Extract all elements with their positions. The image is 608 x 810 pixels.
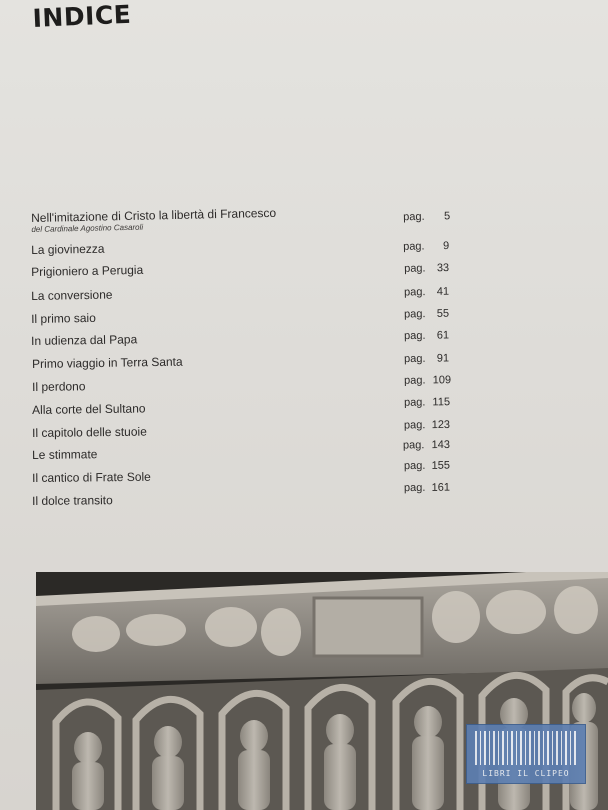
page-label: pag. [403, 352, 426, 366]
page-number: 123 [431, 418, 451, 432]
page-number: 5 [443, 210, 451, 223]
page-number: 161 [431, 481, 451, 494]
entry-title: Le stimmate [32, 447, 98, 462]
entry-title: Il capitolo delle stuoie [32, 424, 147, 440]
page-title: INDICE [32, 0, 132, 33]
page-number: 109 [432, 374, 452, 387]
page-label: pag. [403, 308, 426, 321]
entry-title: Il dolce transito [32, 493, 113, 508]
page-label: pag. [402, 439, 425, 452]
page-number: 91 [436, 352, 450, 365]
entry-title: Il primo saio [31, 310, 96, 326]
page-label: pag. [404, 262, 426, 275]
entry-title: Primo viaggio in Terra Santa [32, 354, 183, 371]
entry-title: La giovinezza [31, 241, 105, 257]
page-number: 143 [431, 438, 451, 452]
page-label: pag. [403, 210, 425, 224]
entry-title: Nell'imitazione di Cristo la libertà di Francesco [31, 205, 277, 225]
page-label: pag. [403, 419, 426, 432]
page-number: 61 [436, 329, 450, 342]
page-label: pag. [403, 396, 426, 409]
entry-title: Il perdono [32, 379, 86, 394]
entry-author: del Cardinale Agostino Casaroli [31, 222, 144, 234]
entry-title: La conversione [31, 287, 113, 303]
page-label: pag. [403, 329, 426, 343]
page-label: pag. [403, 240, 425, 253]
page-number: 41 [436, 285, 450, 298]
page-label: pag. [403, 481, 426, 495]
entry-title: Prigioniero a Perugia [31, 262, 144, 279]
page-label: pag. [404, 286, 426, 299]
page-number: 9 [442, 239, 450, 253]
watermark-text: LIBRI IL CLIPEO [482, 769, 570, 778]
entry-title: In udienza dal Papa [31, 332, 138, 348]
page-number: 55 [436, 307, 450, 320]
entry-title: Il cantico di Frate Sole [32, 469, 151, 485]
watermark-logo [466, 724, 586, 784]
entry-title: Alla corte del Sultano [32, 401, 146, 417]
page-label: pag. [403, 374, 426, 387]
page-label: pag. [403, 459, 426, 473]
page-number: 155 [431, 459, 451, 472]
page-number: 33 [436, 261, 450, 275]
page-number: 115 [432, 396, 451, 409]
barcode-graphic [475, 731, 577, 765]
